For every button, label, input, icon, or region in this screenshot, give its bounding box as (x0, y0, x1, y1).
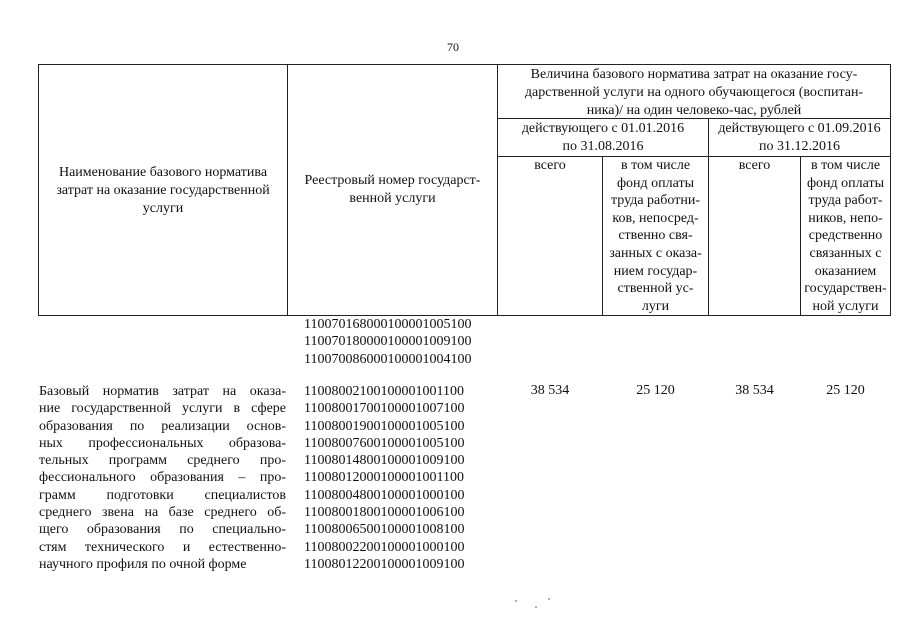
header-registry-column: Реестровый номер государст- венной услуги (304, 173, 481, 206)
registry-code: 11008002200100001000100 (304, 539, 465, 555)
header-total-period-1: всего (534, 158, 566, 173)
header-total-period-2: всего (738, 158, 771, 173)
wage-value-period-2: 25 120 (826, 383, 865, 398)
header-period-2: действующего с 01.09.2016 по 31.12.2016 (718, 121, 881, 154)
header-name-column: Наименование базового норматива затрат на оказание государственной услуги (56, 165, 270, 216)
header-value-group: Величина базового норматива затрат на оказание госу- дарственной услуги на одного обучающегося (воспитан- ника)/ на один человеко-час, рублей (524, 67, 864, 118)
registry-code: 110070086000100001004100 (304, 351, 472, 367)
total-value-period-2: 38 534 (735, 383, 774, 398)
page-number: 70 (447, 40, 459, 54)
registry-code: 11008014800100001009100 (304, 453, 465, 469)
continuation-registry-codes (304, 316, 471, 368)
header-period-1: действующего с 01.01.2016 по 31.08.2016 (521, 121, 685, 154)
registry-code: 11008012000100001001100 (304, 470, 464, 486)
registry-code: 11008001800100001006100 (304, 505, 465, 521)
registry-code: 11008012200100001009100 (304, 556, 465, 572)
total-value-period-1: 38 534 (530, 383, 570, 398)
registry-code: 11008006500100001008100 (304, 522, 465, 538)
header-wage-fund-period-2: в том числе фонд оплаты труда работ- ников, непо- средственно связанных с оказанием государствен- ной услуги (804, 158, 887, 314)
wage-value-period-1: 25 120 (636, 383, 675, 398)
header-wage-fund-period-1: в том числе фонд оплаты труда работни- ков, непосред- ственно свя- занных с оказа- нием государ- ственной ус- луги (609, 158, 702, 314)
registry-code: 11008004800100001000100 (304, 487, 465, 503)
registry-code: 11008001900100001005100 (304, 418, 465, 434)
registry-code: 11008002100100001001100 (304, 384, 464, 399)
registry-code: 11008001700100001007100 (304, 401, 465, 417)
registry-codes (304, 383, 464, 573)
registry-code: 110070168000100001005100 (304, 317, 472, 332)
registry-code: 110070180000100001009100 (304, 334, 472, 350)
registry-code: 11008007600100001005100 (304, 435, 465, 451)
norm-name-text: Базовый норматив затрат на оказа- ние государственной услуги в сфере образования по реализации основ- ных профессиональных образова- тельных программ среднего про- фессионального образования – про- грамм подготовки специалистов среднего звена на базе среднего об- щего образования по специально- стям технического и естественно- научного профиля по очной форме (39, 384, 286, 572)
